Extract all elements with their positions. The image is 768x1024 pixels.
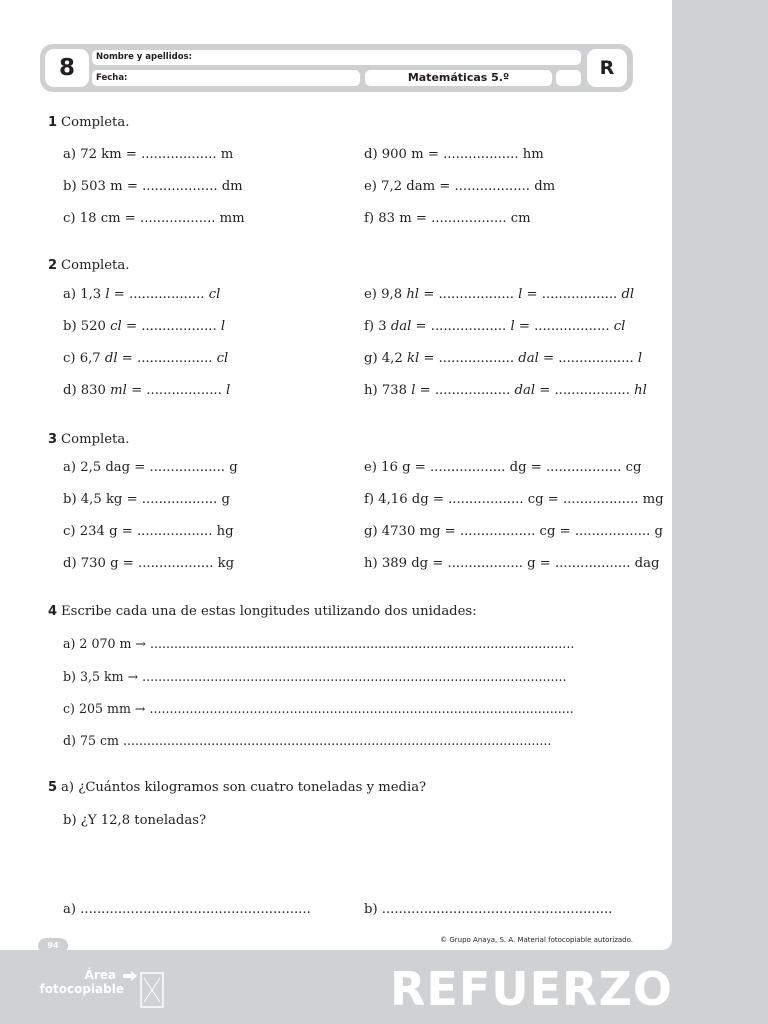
ex5-answer-a: a) ....................................................... [63,902,311,917]
unit: cl [110,319,122,334]
unit: l [220,319,226,334]
exercise-number: 2 [48,258,58,273]
blank: = .................. [522,287,622,302]
ex3-item-e: e) 16 g = .................. dg = .................. cg [364,460,642,475]
unit: ml [110,383,127,398]
ex3-item-c: c) 234 g = .................. hg [63,524,234,539]
blank: = .................. [109,287,209,302]
blank: = .................. [117,351,217,366]
text: f) 3 [364,319,391,334]
unit: dal [518,351,539,366]
ex4-item-a: a) 2 070 m → .......................................................................................................... [63,636,575,651]
ex5-answer-b: b) ....................................................... [364,902,613,917]
text: b) 520 [63,319,111,334]
unit: l [225,383,231,398]
exercise-title: Completa. [61,115,130,130]
subject-label: Matemáticas 5.º [365,70,552,86]
unit: l [637,351,643,366]
blank: = .................. [514,319,614,334]
unit: dal [514,383,536,398]
photocopy-page-icon [140,972,164,1008]
exercise-1-heading [48,115,129,131]
ex2-item-d [63,383,230,399]
unit: dal [390,319,412,334]
ex1-item-f: f) 83 m = .................. cm [364,211,531,226]
area-line-2: fotocopiable [39,982,124,996]
level-badge: R [587,49,627,87]
text: d) 830 [63,383,111,398]
ex2-item-f [364,319,625,335]
text: e) 9,8 [364,287,407,302]
blank: = .................. [535,383,635,398]
ex3-item-a: a) 2,5 dag = .................. g [63,460,238,475]
exercise-title: Escribe cada una de estas longitudes utilizando dos unidades: [61,604,477,619]
exercise-title: Completa. [61,258,130,273]
exercise-number: 5 [48,780,58,795]
arrow-right-icon [122,970,138,982]
blank: = .................. [419,287,519,302]
ex2-item-e [364,287,634,303]
unit: l [411,383,416,398]
exercise-number: 1 [48,115,58,130]
ex1-item-b: b) 503 m = .................. dm [63,179,243,194]
header-blank-box [556,70,581,86]
ex3-item-h: h) 389 dg = .................. g = .................. dag [364,556,660,571]
side-margin [672,0,768,1024]
ex1-item-a: a) 72 km = .................. m [63,147,234,162]
ex3-item-b: b) 4,5 kg = .................. g [63,492,230,507]
unit: cl [208,287,221,302]
exercise-title: Completa. [61,432,130,447]
unit: l [105,287,110,302]
unit: cl [216,351,229,366]
ex2-item-b [63,319,225,335]
blank: = .................. [411,319,511,334]
exercise-3-heading [48,432,129,448]
unit: dl [621,287,635,302]
exercise-2-heading [48,258,129,274]
name-field[interactable]: Nombre y apellidos: [92,50,581,65]
ex5-question-b: b) ¿Y 12,8 toneladas? [63,813,207,828]
blank: = .................. [126,383,226,398]
copyright-notice: © Grupo Anaya, S. A. Material fotocopiable autorizado. [440,936,633,944]
ex1-item-e: e) 7,2 dam = .................. dm [364,179,556,194]
exercise-question-a: a) ¿Cuántos kilogramos son cuatro toneladas y media? [61,780,427,795]
ex3-item-f: f) 4,16 dg = .................. cg = .................. mg [364,492,664,507]
blank: = .................. [538,351,638,366]
unit: l [518,287,523,302]
exercise-number: 3 [48,432,58,447]
unit: kl [406,351,420,366]
exercise-number: 4 [48,604,58,619]
ex2-item-g [364,351,642,367]
ex4-item-d: d) 75 cm ........................................................................................................... [63,733,552,748]
exercise-4-heading [48,604,477,620]
page-number: 94 [38,938,68,954]
ex4-item-c: c) 205 mm → .......................................................................................................... [63,701,574,716]
unit: hl [406,287,420,302]
ex4-item-b: b) 3,5 km → .......................................................................................................... [63,669,567,684]
worksheet-header [40,44,633,92]
blank: = .................. [415,383,515,398]
blank: = .................. [419,351,519,366]
area-line-1: Área [84,968,116,982]
ex1-item-c: c) 18 cm = .................. mm [63,211,245,226]
text: g) 4,2 [364,351,407,366]
unit: cl [613,319,626,334]
unit-number: 8 [45,49,89,87]
text: h) 738 [364,383,412,398]
ex3-item-g: g) 4730 mg = .................. cg = .................. g [364,524,663,539]
text: c) 6,7 [63,351,105,366]
ex3-item-d: d) 730 g = .................. kg [63,556,235,571]
text: a) 1,3 [63,287,106,302]
exercise-5-heading [48,780,426,796]
ex1-item-d: d) 900 m = .................. hm [364,147,544,162]
ex2-item-h [364,383,647,399]
ex2-item-a [63,287,220,303]
section-title: REFUERZO [390,962,673,1016]
blank: = .................. [121,319,221,334]
unit: l [510,319,515,334]
unit: hl [634,383,647,398]
ex2-item-c [63,351,228,367]
unit: dl [104,351,118,366]
date-field[interactable]: Fecha: [92,70,360,86]
